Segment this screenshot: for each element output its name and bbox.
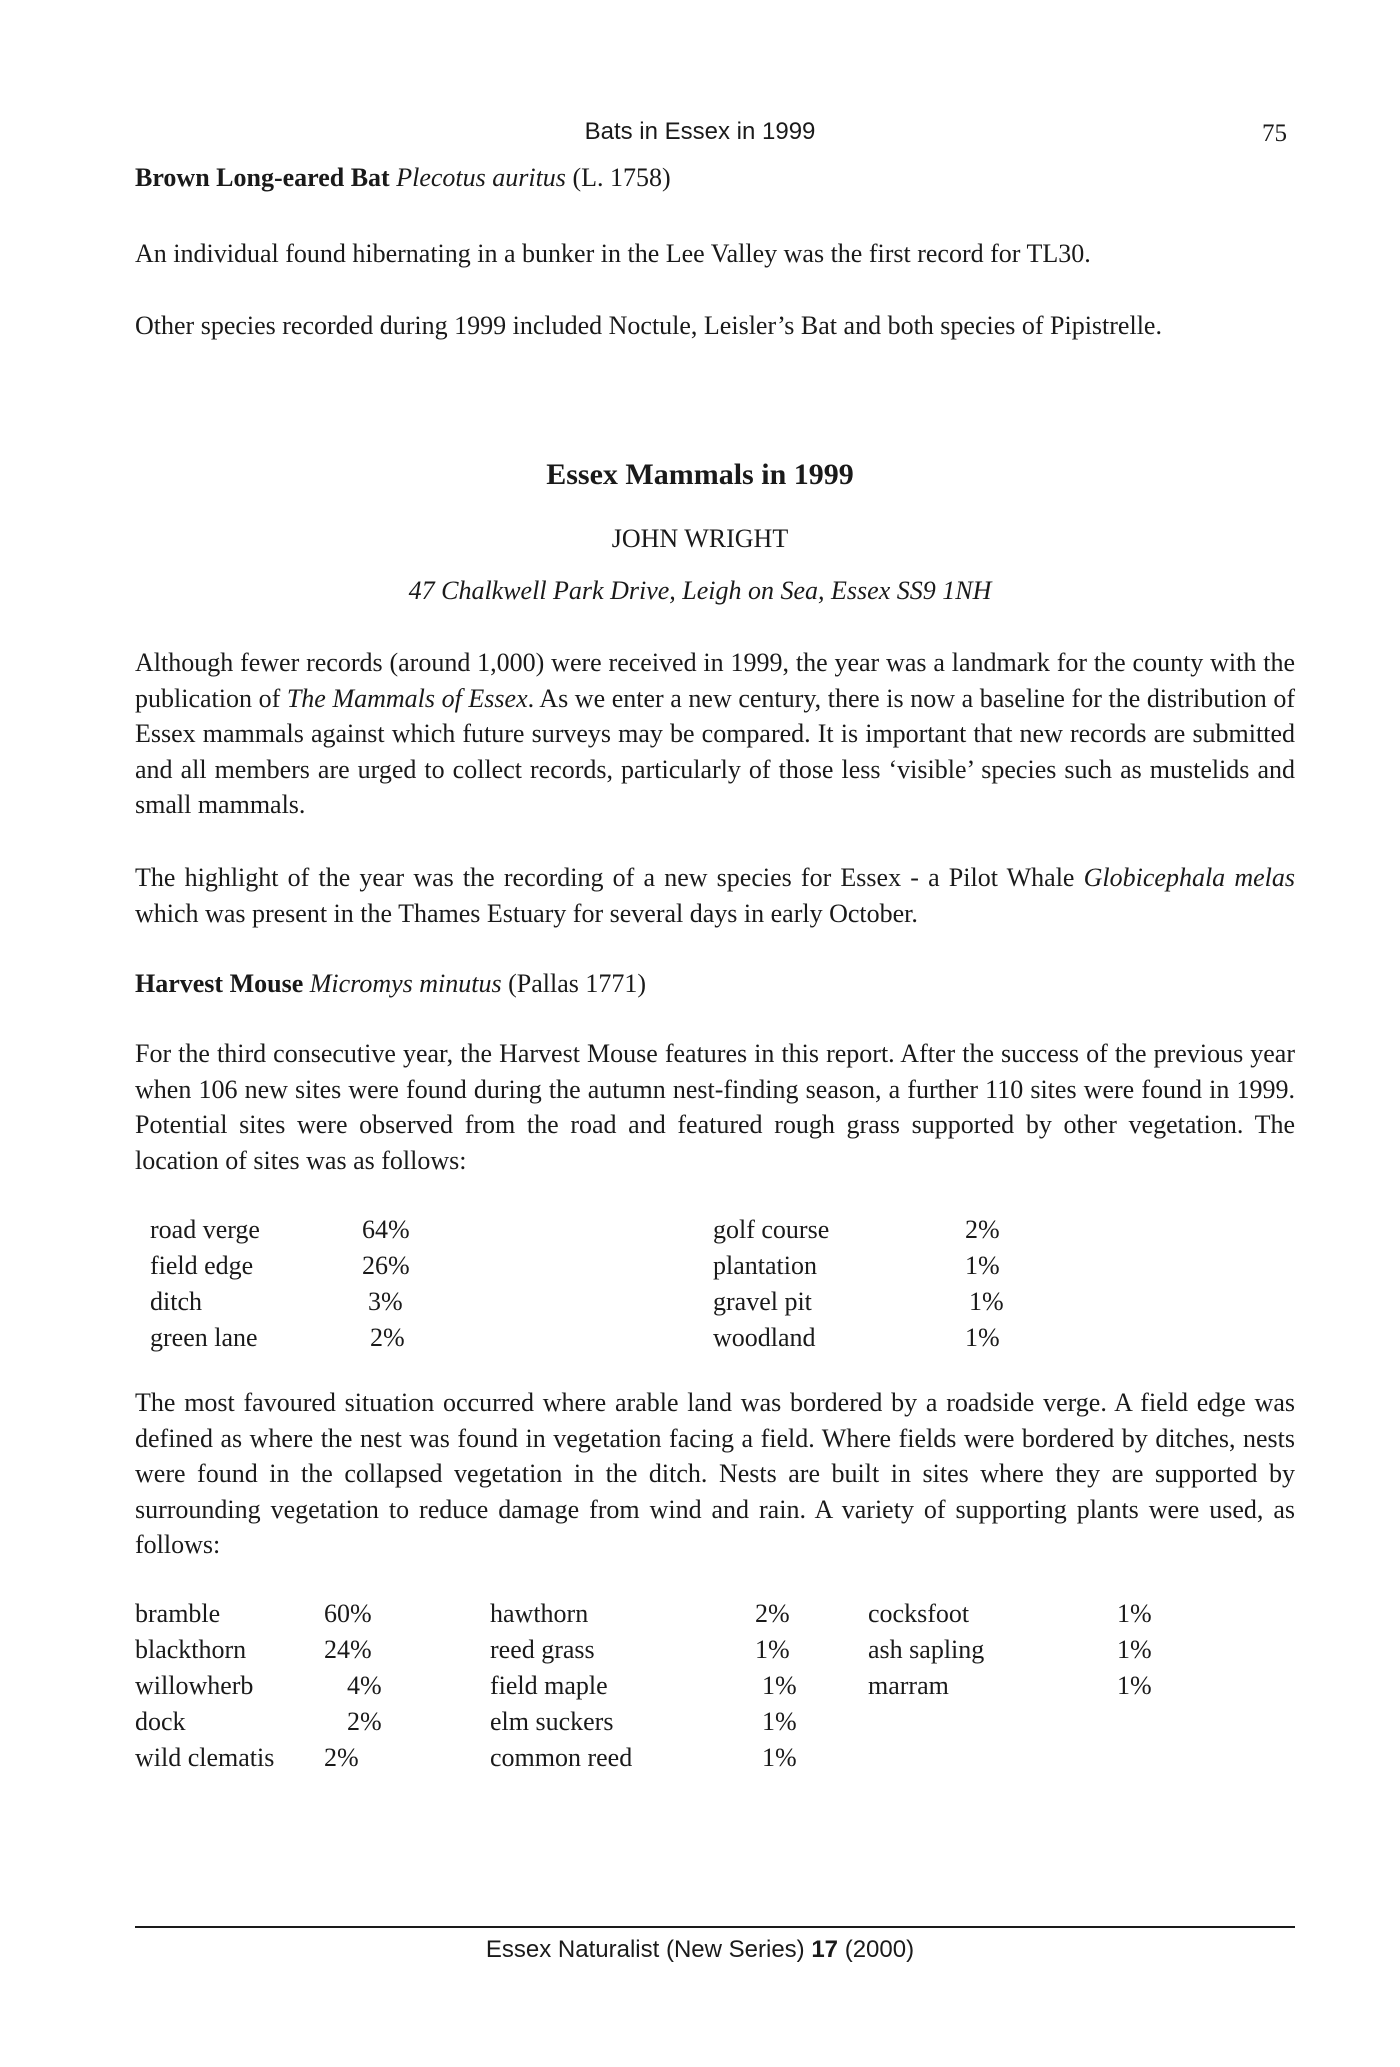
whale-latin: Globicephala melas	[1083, 863, 1295, 892]
table-cell-value: 64%	[362, 1215, 410, 1244]
table-cell-value: 4%	[347, 1671, 382, 1700]
intro-text-a: Although fewer records (around 1,000) were received in 1999, the year was a landmark for the county with the publication of	[135, 648, 1295, 713]
table-cell-label: hawthorn	[490, 1599, 589, 1628]
footer-citation	[0, 1936, 1400, 1964]
table-cell-value: 1%	[969, 1287, 1004, 1316]
journal-year: (2000)	[844, 1936, 915, 1963]
article-address: 47 Chalkwell Park Drive, Leigh on Sea, Essex SS9 1NH	[408, 576, 992, 605]
table-cell-value: 26%	[362, 1251, 410, 1280]
bat-section-heading	[135, 160, 1295, 196]
table-cell-value: 1%	[965, 1251, 1000, 1280]
table-cell-label: plantation	[713, 1251, 817, 1280]
page-number: 75	[1262, 120, 1287, 147]
table-cell-label: marram	[868, 1671, 949, 1700]
table-cell-value: 1%	[762, 1743, 797, 1772]
table-cell-value: 1%	[1117, 1599, 1152, 1628]
species-authority: (L. 1758)	[572, 163, 671, 192]
journal-name: Essex Naturalist (New Series)	[485, 1936, 805, 1963]
running-head: Bats in Essex in 1999	[584, 118, 816, 145]
table-cell-value: 2%	[755, 1599, 790, 1628]
species-name: Harvest Mouse	[135, 969, 304, 998]
table-cell-label: common reed	[490, 1743, 633, 1772]
table-cell-label: green lane	[150, 1323, 258, 1352]
table-cell-label: dock	[135, 1707, 186, 1736]
highlight-text-b: which was present in the Thames Estuary for several days in early October.	[135, 898, 918, 928]
table-cell-value: 2%	[370, 1323, 405, 1352]
footer-rule	[135, 1926, 1295, 1928]
table-cell-value: 1%	[755, 1635, 790, 1664]
table-cell-label: ditch	[150, 1287, 202, 1316]
table-cell-label: willowherb	[135, 1671, 254, 1700]
table-cell-label: blackthorn	[135, 1635, 247, 1664]
intro-text-b: . As we enter a new century, there is now a baseline for the distribution of Essex mammals against which future surveys may be compared. It is important that new records are submitted and all members are urged to collect records, particularly of those less ‘visible’ species such as mustelids and small mammals.	[135, 683, 1295, 819]
table-cell-label: field edge	[150, 1251, 254, 1280]
mouse-section-heading	[135, 966, 1295, 1002]
species-latin: Plecotus auritus	[396, 163, 566, 192]
table-cell-value: 2%	[965, 1215, 1000, 1244]
species-authority: (Pallas 1771)	[508, 969, 647, 998]
table-cell-label: bramble	[135, 1599, 221, 1628]
table-cell-label: woodland	[713, 1323, 816, 1352]
article-author: JOHN WRIGHT	[611, 524, 789, 553]
table-cell-label: field maple	[490, 1671, 608, 1700]
table-cell-value: 2%	[324, 1743, 359, 1772]
table-cell-value: 3%	[368, 1287, 403, 1316]
table-cell-value: 1%	[1117, 1635, 1152, 1664]
table-cell-value: 2%	[347, 1707, 382, 1736]
mouse-paragraph-1: For the third consecutive year, the Harvest Mouse features in this report. After the success of the previous year when 106 new sites were found during the autumn nest-finding season, a further 110 sites were found in 1999. Potential sites were observed from the road and featured rough grass supported by other vegetation. The location of sites was as follows:	[135, 1039, 1295, 1175]
table-cell-value: 1%	[1117, 1671, 1152, 1700]
highlight-text-a: The highlight of the year was the recording of a new species for Essex - a Pilot Whale	[135, 863, 1084, 892]
highlight-paragraph	[135, 860, 1295, 931]
table-cell-label: reed grass	[490, 1635, 595, 1664]
table-cell-value: 60%	[324, 1599, 372, 1628]
intro-paragraph	[135, 645, 1295, 823]
species-name: Brown Long-eared Bat	[135, 163, 390, 192]
table-cell-value: 1%	[762, 1671, 797, 1700]
book-title: The Mammals of Essex	[286, 683, 528, 713]
table-cell-label: golf course	[713, 1215, 830, 1244]
table-cell-value: 1%	[762, 1707, 797, 1736]
bat-paragraph-2: Other species recorded during 1999 included Noctule, Leisler’s Bat and both species of Pipistrelle.	[135, 311, 1162, 340]
table-cell-label: gravel pit	[713, 1287, 812, 1316]
species-latin: Micromys minutus	[309, 969, 502, 998]
mouse-paragraph-2: The most favoured situation occurred where arable land was bordered by a roadside verge. A field edge was defined as where the nest was found in vegetation facing a field. Where fields were bordered by ditches, nests were found in the collapsed vegetation in the ditch. Nests are built in sites where they are supported by surrounding vegetation to reduce damage from wind and rain. A variety of supporting plants were used, as follows:	[135, 1388, 1295, 1559]
table-cell-label: wild clematis	[135, 1743, 275, 1772]
table-cell-label: ash sapling	[868, 1635, 985, 1664]
table-cell-value: 1%	[965, 1323, 1000, 1352]
journal-volume: 17	[811, 1936, 839, 1963]
table-cell-label: elm suckers	[490, 1707, 614, 1736]
article-title: Essex Mammals in 1999	[546, 458, 854, 491]
bat-paragraph-1: An individual found hibernating in a bunker in the Lee Valley was the first record for TL30.	[135, 239, 1091, 268]
table-cell-value: 24%	[324, 1635, 372, 1664]
table-cell-label: cocksfoot	[868, 1599, 970, 1628]
table-cell-label: road verge	[150, 1215, 260, 1244]
